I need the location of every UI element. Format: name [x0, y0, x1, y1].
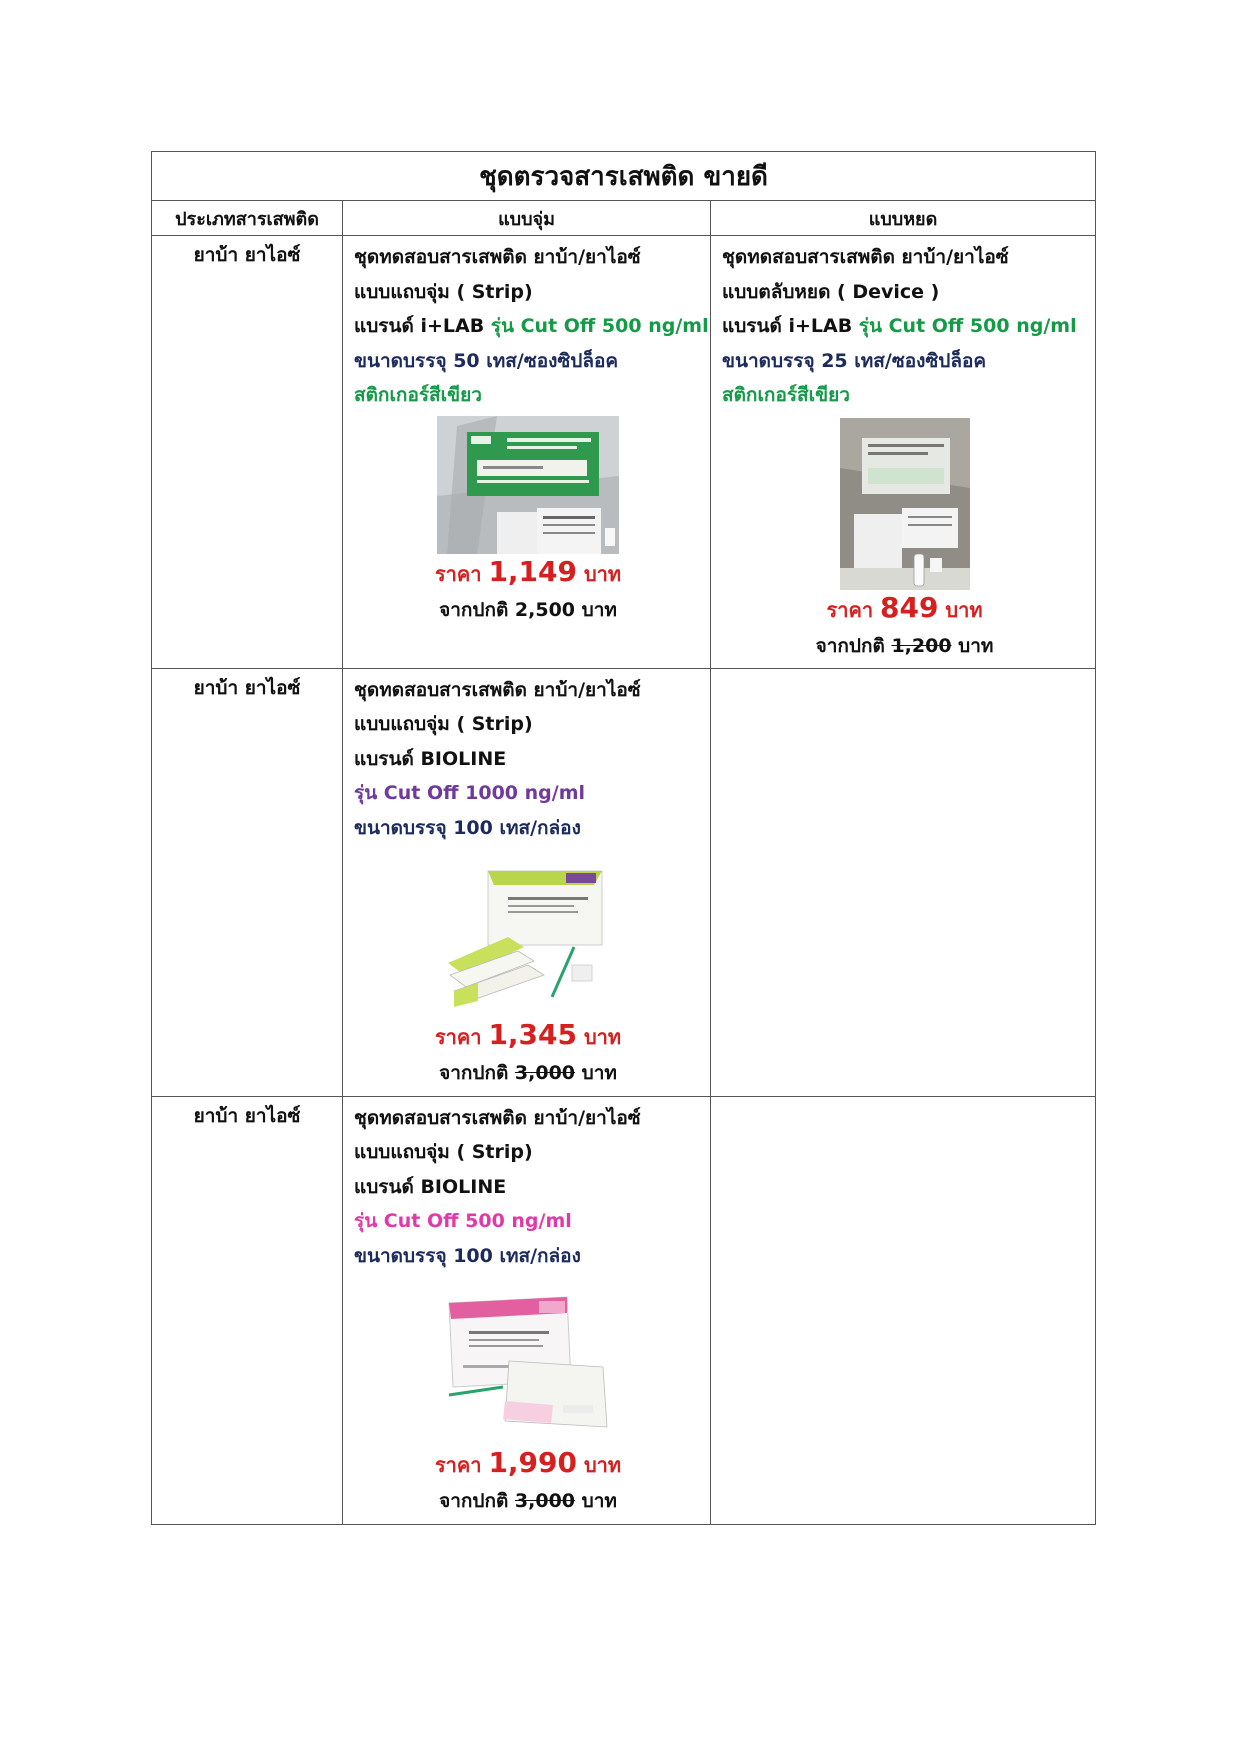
product-ilab-device [711, 236, 1096, 669]
drug-type: ยาบ้า ยาไอซ์ [152, 236, 343, 669]
product-photo-bioline-box-pink [443, 1295, 613, 1437]
product-brand: แบรนด์ i+LAB [722, 315, 853, 337]
sale-price: ราคา 1,990 บาท [434, 1446, 622, 1479]
product-pack: ขนาดบรรจุ 100 เทส/กล่อง [354, 1244, 581, 1267]
product-model: รุ่น Cut Off 500 ng/ml [484, 315, 709, 337]
table-row [152, 668, 1096, 1096]
sale-price: ราคา 849 บาท [826, 590, 983, 624]
original-price: จากปกติ 3,000 บาท [439, 1062, 617, 1084]
original-price: จากปกติ 1,200 บาท [815, 634, 994, 657]
product-format: แบบแถบจุ่ม ( Strip) [354, 280, 533, 303]
drug-type: ยาบ้า ยาไอซ์ [152, 668, 343, 1096]
product-table [151, 151, 1096, 1525]
product-name: ชุดทดสอบสารเสพติด ยาบ้า/ยาไอซ์ [354, 678, 641, 701]
sale-price: ราคา 1,345 บาท [434, 1018, 622, 1051]
product-format: แบบตลับหยด ( Device ) [722, 280, 940, 303]
drug-type: ยาบ้า ยาไอซ์ [152, 1096, 343, 1524]
product-brand: แบรนด์ BIOLINE [354, 1175, 507, 1198]
empty-cell [711, 1096, 1096, 1524]
product-model: รุ่น Cut Off 500 ng/ml [354, 1210, 572, 1232]
product-name: ชุดทดสอบสารเสพติด ยาบ้า/ยาไอซ์ [722, 246, 1009, 268]
product-format: แบบแถบจุ่ม ( Strip) [354, 713, 533, 735]
product-sticker: สติกเกอร์สีเขียว [354, 384, 482, 406]
header-type: ประเภทสารเสพติด [152, 201, 343, 236]
product-brand: แบรนด์ BIOLINE [354, 747, 507, 770]
original-price: จากปกติ 3,000 บาท [439, 1490, 617, 1512]
product-pack: ขนาดบรรจุ 50 เทส/ซองซิปล็อค [354, 349, 619, 372]
product-name: ชุดทดสอบสารเสพติด ยาบ้า/ยาไอซ์ [354, 1106, 641, 1129]
page-title: ชุดตรวจสารเสพติด ขายดี [152, 152, 1096, 201]
product-photo-device-pouch [840, 418, 970, 590]
product-bioline-1000 [343, 668, 711, 1096]
product-model: รุ่น Cut Off 500 ng/ml [852, 315, 1077, 337]
header-drop: แบบหยด [711, 201, 1096, 236]
product-name: ชุดทดสอบสารเสพติด ยาบ้า/ยาไอซ์ [354, 246, 641, 268]
table-row [152, 236, 1096, 669]
header-dip: แบบจุ่ม [343, 201, 711, 236]
product-brand: แบรนด์ i+LAB [354, 315, 485, 337]
product-pack: ขนาดบรรจุ 100 เทส/กล่อง [354, 816, 581, 839]
product-format: แบบแถบจุ่ม ( Strip) [354, 1141, 533, 1163]
empty-cell [711, 668, 1096, 1096]
product-pack: ขนาดบรรจุ 25 เทส/ซองซิปล็อค [722, 349, 987, 372]
product-bioline-500 [343, 1096, 711, 1524]
product-sticker: สติกเกอร์สีเขียว [722, 384, 850, 406]
product-photo-bioline-box-green [448, 867, 608, 1009]
product-model: รุ่น Cut Off 1000 ng/ml [354, 782, 586, 804]
table-row [152, 1096, 1096, 1524]
product-photo-foil-pouch [437, 416, 619, 554]
sale-price: ราคา 1,149 บาท [434, 554, 622, 588]
product-ilab-strip [343, 236, 711, 669]
original-price: จากปกติ 2,500 บาท [439, 598, 617, 621]
